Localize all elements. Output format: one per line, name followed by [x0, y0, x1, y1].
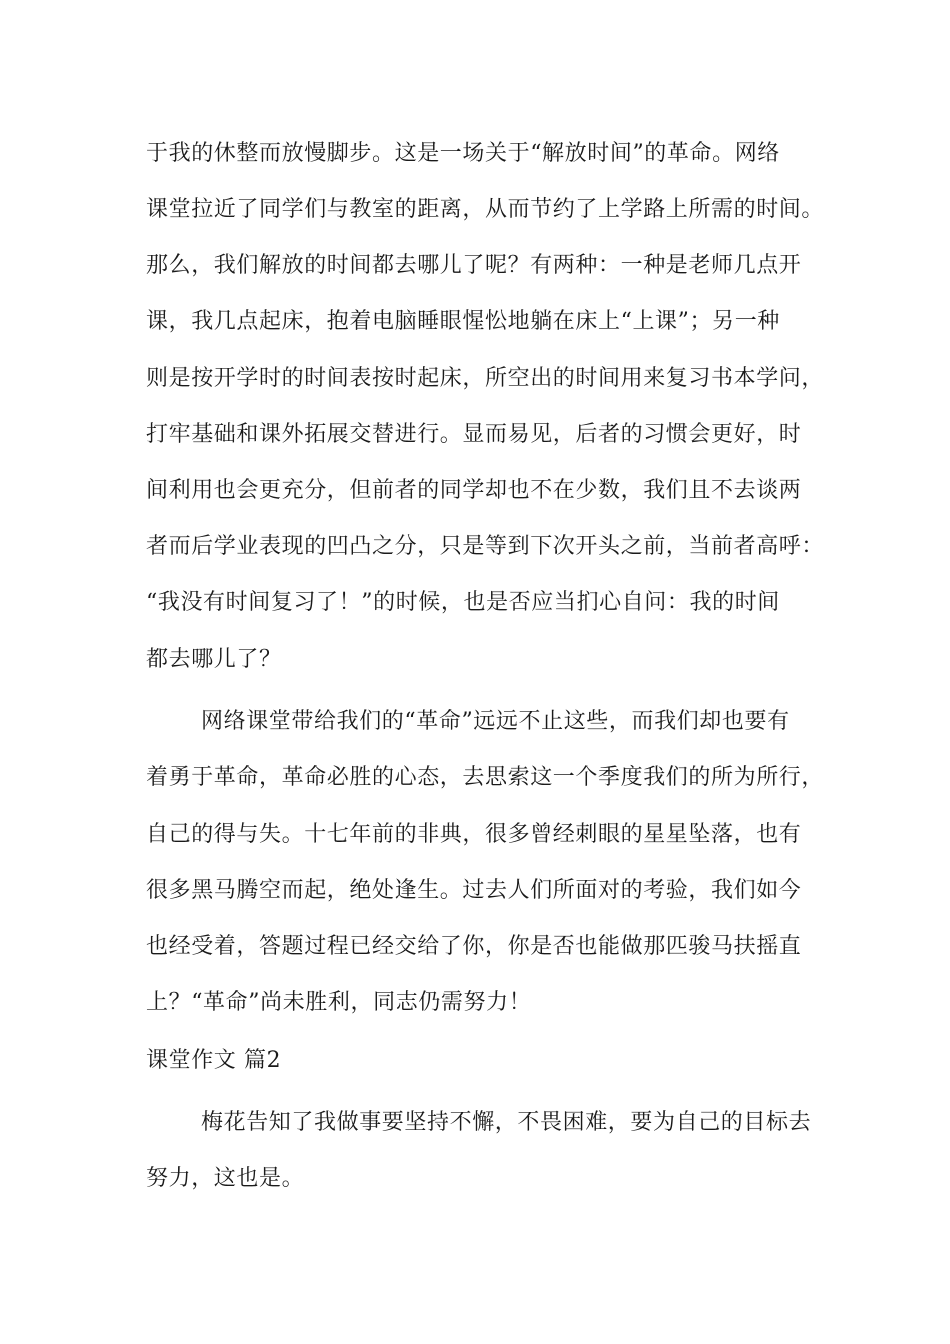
text-line: 努力，这也是。 [146, 1166, 305, 1191]
text-line: 那么，我们解放的时间都去哪儿了呢？有两种：一种是老师几点开 [146, 253, 802, 278]
text-line: 都去哪儿了？ [146, 647, 282, 672]
text-line: 间利用也会更充分，但前者的同学却也不在少数，我们且不去谈两 [146, 478, 802, 503]
text-line: 也经受着，答题过程已经交给了你，你是否也能做那匹骏马扶摇直 [146, 934, 802, 959]
text-line: 上？“革命”尚未胜利，同志仍需努力！ [146, 990, 532, 1015]
text-line: 则是按开学时的时间表按时起床，所空出的时间用来复习书本学问， [146, 366, 825, 391]
text-line: 很多黑马腾空而起，绝处逢生。过去人们所面对的考验，我们如今 [146, 878, 802, 903]
paragraph-start-line: 网络课堂带给我们的“革命”远远不止这些，而我们却也要有 [201, 709, 790, 734]
text-line: 者而后学业表现的凹凸之分，只是等到下次开头之前，当前者高呼： [146, 534, 825, 559]
text-line: 着勇于革命，革命必胜的心态，去思索这一个季度我们的所为所行， [146, 765, 825, 790]
text-line: 自己的得与失。十七年前的非典，很多曾经刺眼的星星坠落，也有 [146, 822, 802, 847]
text-line: 打牢基础和课外拓展交替进行。显而易见，后者的习惯会更好，时 [146, 422, 802, 447]
paragraph-start-line: 梅花告知了我做事要坚持不懈，不畏困难，要为自己的目标去 [201, 1110, 812, 1135]
text-line: 课，我几点起床，抱着电脑睡眼惺忪地躺在床上“上课”；另一种 [146, 309, 780, 334]
section-heading: 课堂作文 篇2 [146, 1048, 282, 1073]
text-line: 课堂拉近了同学们与教室的距离，从而节约了上学路上所需的时间。 [146, 197, 825, 222]
text-line: “我没有时间复习了！”的时候，也是否应当扪心自问：我的时间 [146, 590, 780, 615]
text-line: 于我的休整而放慢脚步。这是一场关于“解放时间”的革命。网络 [146, 141, 780, 166]
